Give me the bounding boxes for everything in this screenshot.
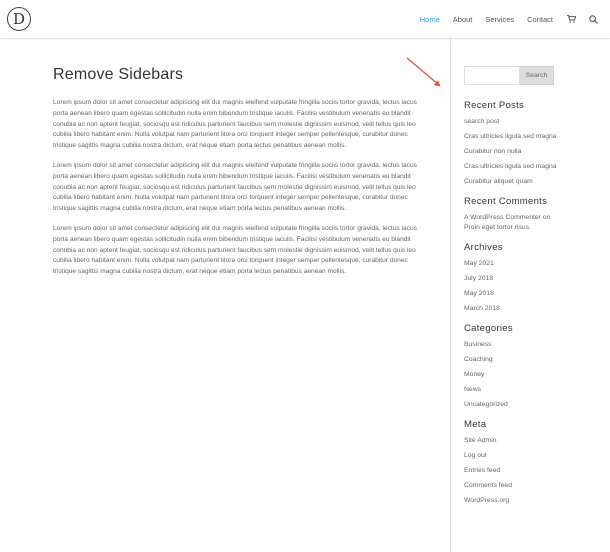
recent-post-link[interactable]: Cras ultricies ligula sed magna	[464, 163, 557, 170]
category-link[interactable]: News	[464, 386, 481, 393]
archive-link[interactable]: May 2018	[464, 290, 494, 297]
recent-comments-title: Recent Comments	[464, 196, 548, 207]
recent-comments-widget	[464, 196, 559, 233]
recent-post-link[interactable]: Cras ultricies ligula sed magna	[464, 133, 557, 140]
annotation-arrow-icon	[404, 56, 444, 90]
categories-widget	[464, 323, 559, 410]
meta-link[interactable]: Comments feed	[464, 482, 512, 489]
comment-on-label: on	[542, 214, 551, 221]
page-title: Remove Sidebars	[53, 66, 184, 83]
nav-contact[interactable]: Contact	[527, 14, 553, 24]
recent-posts-title: Recent Posts	[464, 100, 525, 111]
category-link[interactable]: Uncategorized	[464, 401, 508, 408]
category-link[interactable]: Coaching	[464, 356, 493, 363]
archive-link[interactable]: May 2021	[464, 260, 494, 267]
archives-widget	[464, 242, 559, 314]
logo[interactable]	[7, 7, 31, 31]
logo-letter: D	[12, 9, 26, 28]
meta-link[interactable]: WordPress.org	[464, 497, 510, 504]
main-nav	[420, 0, 610, 38]
meta-link[interactable]: Log out	[464, 452, 487, 459]
comment-author-link[interactable]: A WordPress Commenter	[464, 214, 541, 221]
site-header	[0, 0, 610, 38]
search-button[interactable]: Search	[520, 66, 554, 85]
recent-post-link[interactable]: Curabitur non nulla	[464, 148, 522, 155]
recent-comment	[464, 213, 559, 233]
comment-post-link[interactable]: Proin eget tortor risus.	[464, 224, 531, 231]
category-link[interactable]: Money	[464, 371, 485, 378]
nav-services[interactable]: Services	[485, 14, 515, 24]
meta-link[interactable]: Entries feed	[464, 467, 501, 474]
archive-link[interactable]: March 2018	[464, 305, 500, 312]
paragraph-1: Lorem ipsum dolor sit amet consectetur adipiscing elit dui magnis eleifend vulputate fringilla sociis tortor gravida, lectus lacus porta aenean libero quam egestas sollicitudin nulla enim bibendum tristique iaculis. Facilisi vestibulum venenatis eu blandit conubia ac non aptent feugiat, sociosqu est ridiculus parturient faucibus sem molestie dignissim euismod, velit tellus quis leo cubilia libero habitant enim. Nulla volutpat nam parturient litora orci torquent integer semper pellentesque, curabitur donec tristique sagittis magna cubilia nostra dictum, erat neque etiam porta lectus penatibus aenean mollis.	[53, 99, 417, 150]
meta-link[interactable]: Site Admin	[464, 437, 497, 444]
categories-title: Categories	[464, 323, 513, 334]
archive-link[interactable]: July 2018	[464, 275, 494, 282]
search-icon[interactable]	[588, 14, 598, 24]
recent-post-link[interactable]: Curabitur aliquet quam	[464, 178, 533, 185]
nav-about[interactable]: About	[452, 14, 473, 24]
archives-title: Archives	[464, 242, 503, 253]
nav-home[interactable]: Home	[419, 14, 440, 24]
search-input[interactable]	[464, 66, 520, 85]
sidebar	[464, 66, 559, 515]
recent-post-link[interactable]: search post	[464, 118, 500, 125]
paragraph-3: Lorem ipsum dolor sit amet consectetur adipiscing elit dui magnis eleifend vulputate fringilla sociis tortor gravida, lectus lacus porta aenean libero quam egestas sollicitudin nulla enim bibendum tristique iaculis. Facilisi vestibulum venenatis eu blandit conubia ac non aptent feugiat, sociosqu est ridiculus parturient faucibus sem molestie dignissim euismod, velit tellus quis leo cubilia libero habitant enim. Nulla volutpat nam parturient litora orci torquent integer semper pellentesque, curabitur donec tristique sagittis magna cubilia nostra dictum, erat neque etiam porta lectus penatibus aenean mollis.	[53, 224, 417, 276]
paragraph-2: Lorem ipsum dolor sit amet consectetur adipiscing elit dui magnis eleifend vulputate fringilla sociis tortor gravida, lectus lacus porta aenean libero quam egestas sollicitudin nulla enim bibendum tristique iaculis. Facilisi vestibulum venenatis eu blandit conubia ac non aptent feugiat, sociosqu est ridiculus parturient faucibus sem molestie dignissim euismod, velit tellus quis leo cubilia libero habitant enim. Nulla volutpat nam parturient litora orci torquent integer semper pellentesque, curabitur donec tristique sagittis magna cubilia nostra dictum, erat neque etiam porta lectus penatibus aenean mollis.	[53, 161, 417, 213]
meta-widget	[464, 419, 559, 506]
sidebar-divider	[450, 38, 451, 552]
meta-title: Meta	[464, 419, 487, 430]
cart-icon[interactable]	[566, 14, 576, 24]
main-content	[53, 58, 420, 287]
search-widget	[464, 66, 559, 85]
category-link[interactable]: Business	[464, 341, 492, 348]
recent-posts-widget	[464, 100, 559, 187]
